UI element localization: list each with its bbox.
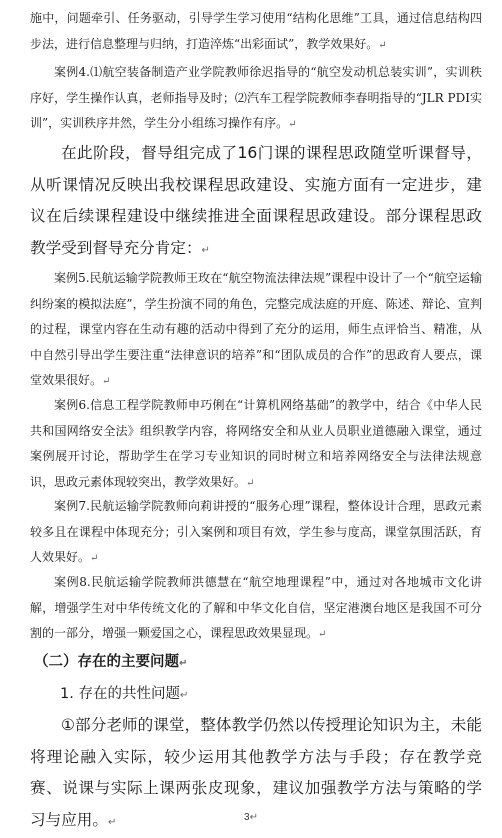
paragraph-mark: ↵	[201, 244, 210, 256]
paragraph-mark: ↵	[246, 477, 255, 489]
paragraph-mark: ↵	[378, 39, 387, 51]
case-8-paragraph: 案例8.民航运输学院教师洪德慧在“航空地理课程”中，通过对各地城市文化讲解，增强学生对中华传统文化的了解和中华文化自信，坚定港澳台地区是我国不可分割的一部分，增强一颗爱国之心，课程思政效果显现。↵	[30, 575, 482, 640]
paragraph-mark: ↵	[318, 629, 327, 640]
intro-paragraph: 施中，问题牵引、任务驱动，引导学生学习使用“结构化思维”工具，通过信息结构四步法，进行信息整理与归纳，打造淬炼“出彩面试”，教学效果好。↵	[30, 11, 482, 51]
section-heading: （二）存在的主要问题↵	[34, 654, 188, 670]
paragraph-mark: ↵	[179, 658, 188, 669]
paragraph-mark: ↵	[102, 376, 111, 387]
subsection-heading: 1. 存在的共性问题↵	[60, 686, 189, 702]
case-7-paragraph: 案例7.民航运输学院教师向莉讲授的“服务心理”课程，整体设计合理，思政元素较多且在课程中体现充分；引入案例和项目有效，学生参与度高，课堂氛围活跃，育人效果好。↵	[30, 499, 482, 564]
case-6-paragraph: 案例6.信息工程学院教师申巧俐在“计算机网络基础”的教学中，结合《中华人民共和国网络安全法》组织教学内容，将网络安全和从业人员职业道德融入课堂，通过案例展开讨论，帮助学生在学习专业知识的同时树立和培养网络安全与法律法规意识，思政元素体现较突出，教学效果好。↵	[30, 398, 482, 489]
paragraph-mark: ↵	[288, 119, 297, 130]
stage-summary-paragraph: 在此阶段，督导组完成了16门课的课程思政随堂听课督导，从听课情况反映出我校课程思政建设、实施方面有一定进步，建议在后续课程建设中继续推进全面课程思政建设。部分课程思政教学受到督导充分肯定：↵	[30, 144, 482, 257]
issue-1-paragraph: ①部分老师的课堂，整体教学仍然以传授理论知识为主，未能将理论融入实际，较少运用其他教学方法与手段；存在教学竞赛、说课与实际上课两张皮现象，建议加强教学方法与策略的学习与应用。↵	[30, 716, 482, 829]
paragraph-mark: ↵	[107, 816, 117, 828]
case-5-paragraph: 案例5.民航运输学院教师王玫在“航空物流法律法规”课程中设计了一个“航空运输纠纷案的模拟法庭”，学生扮演不同的角色，完整完成法庭的开庭、陈述、辩论、宣判的过程，课堂内容在生动有趣的活动中得到了充分的运用，师生点评恰当、精准，从中自然引导出学生要注重“法律意识的培养”和“团队成员的合作”的思政育人要点，课堂效果很好。↵	[30, 271, 482, 387]
page-number: 3↵	[244, 812, 258, 823]
paragraph-mark: ↵	[179, 690, 189, 701]
case-4-paragraph: 案例4.⑴航空装备制造产业学院教师徐迟指导的“航空发动机总装实训”，实训秩序好，学生操作认真，老师指导及时；⑵汽车工程学院教师李春明指导的“JLR PDI实训”，实训秩序井然，学生分小组练习操作有序。↵	[30, 65, 482, 130]
paragraph-mark: ↵	[90, 553, 99, 564]
